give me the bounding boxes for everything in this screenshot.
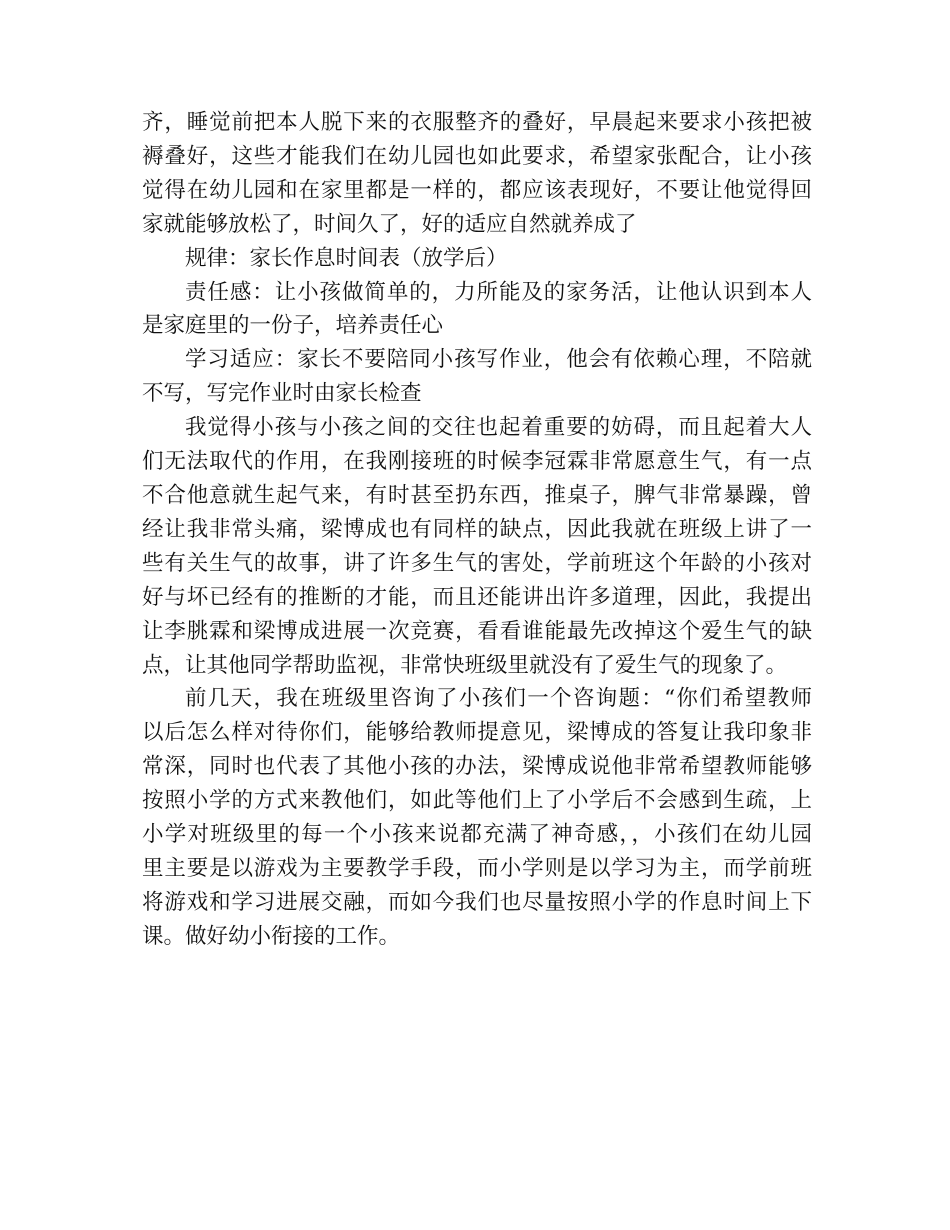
text-line: 规律：家长作息时间表（放学后） — [185, 245, 508, 271]
body-text — [142, 106, 812, 954]
text-line: 将游戏和学习进展交融，而如今我们也尽量按照小学的作息时间上下 — [142, 889, 812, 915]
text-line: 我觉得小孩与小孩之间的交往也起着重要的妨碍，而且起着大人 — [185, 415, 812, 441]
paragraph-5 — [142, 411, 812, 682]
text-line: 点，让其他同学帮助监视，非常快班级里就没有了爱生气的现象了。 — [142, 652, 788, 678]
text-line: 好与坏已经有的推断的才能，而且还能讲出许多道理，因此，我提出 — [142, 584, 812, 610]
text-line: 不写，写完作业时由家长检查 — [142, 381, 422, 407]
paragraph-2 — [142, 242, 812, 276]
text-line: 前几天，我在班级里咨询了小孩们一个咨询题：“你们希望教师 — [185, 686, 812, 712]
text-line: 小学对班级里的每一个小孩来说都充满了神奇感，，小孩们在幼儿园 — [142, 822, 812, 848]
paragraph-6 — [142, 682, 812, 953]
text-line: 以后怎么样对待你们，能够给教师提意见，梁博成的答复让我印象非 — [142, 720, 812, 746]
text-line: 齐，睡觉前把本人脱下来的衣服整齐的叠好，早晨起来要求小孩把被 — [142, 110, 812, 135]
text-line: 经让我非常头痛，梁博成也有同样的缺点，因此我就在班级上讲了一 — [142, 516, 812, 542]
paragraph-4 — [142, 343, 812, 411]
text-line: 里主要是以游戏为主要教学手段，而小学则是以学习为主，而学前班 — [142, 855, 812, 881]
text-line: 学习适应：家长不要陪同小孩写作业，他会有依赖心理，不陪就 — [185, 347, 812, 373]
text-line: 是家庭里的一份子，培养责任心 — [142, 313, 444, 339]
text-line: 家就能够放松了，时间久了，好的适应自然就养成了 — [142, 211, 637, 237]
text-line: 让李朓霖和梁博成进展一次竞赛，看看谁能最先改掉这个爱生气的缺 — [142, 618, 812, 644]
text-line: 按照小学的方式来教他们，如此等他们上了小学后不会感到生疏，上 — [142, 788, 812, 814]
paragraph-1 — [142, 106, 812, 242]
text-line: 课。做好幼小衔接的工作。 — [142, 923, 401, 949]
text-line: 些有关生气的故事，讲了许多生气的害处，学前班这个年龄的小孩对 — [142, 550, 812, 576]
text-line: 责任感：让小孩做简单的，力所能及的家务活，让他认识到本人 — [185, 279, 812, 305]
text-line: 觉得在幼儿园和在家里都是一样的，都应该表现好，不要让他觉得回 — [142, 177, 812, 203]
text-line: 褥叠好，这些才能我们在幼儿园也如此要求，希望家张配合，让小孩 — [142, 143, 812, 169]
paragraph-3 — [142, 276, 812, 344]
text-line: 不合他意就生起气来，有时甚至扔东西，推桌子，脾气非常暴躁，曾 — [142, 482, 812, 508]
text-line: 常深，同时也代表了其他小孩的办法，梁博成说他非常希望教师能够 — [142, 754, 812, 780]
text-line: 们无法取代的作用，在我刚接班的时候李冠霖非常愿意生气，有一点 — [142, 449, 812, 475]
